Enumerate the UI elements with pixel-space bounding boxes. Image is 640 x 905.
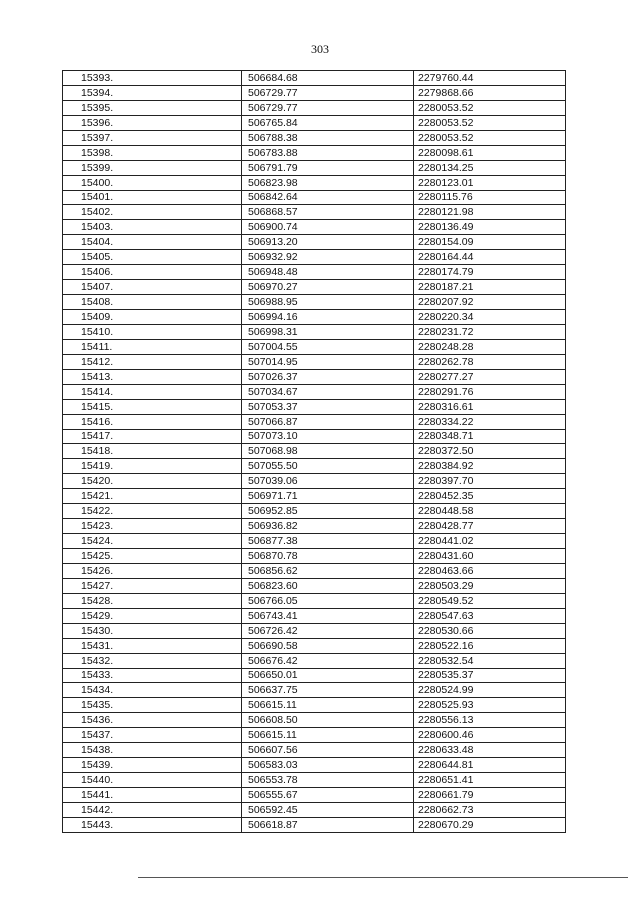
table-row — [63, 190, 566, 205]
northing-cell: 2280522.16 — [414, 638, 566, 653]
table-row — [63, 653, 566, 668]
point-number-cell: 15410. — [63, 324, 242, 339]
easting-cell: 506743.41 — [242, 608, 414, 623]
table-row — [63, 758, 566, 773]
table-row — [63, 773, 566, 788]
easting-cell: 506900.74 — [242, 220, 414, 235]
easting-cell: 507026.37 — [242, 369, 414, 384]
easting-cell: 507014.95 — [242, 354, 414, 369]
easting-cell: 506690.58 — [242, 638, 414, 653]
table-row — [63, 414, 566, 429]
table-row — [63, 683, 566, 698]
point-number-cell: 15438. — [63, 743, 242, 758]
point-number-cell: 15423. — [63, 519, 242, 534]
easting-cell: 506615.11 — [242, 698, 414, 713]
easting-cell: 506592.45 — [242, 802, 414, 817]
northing-cell: 2280134.25 — [414, 160, 566, 175]
northing-cell: 2280662.73 — [414, 802, 566, 817]
point-number-cell: 15435. — [63, 698, 242, 713]
point-number-cell: 15407. — [63, 280, 242, 295]
easting-cell: 506765.84 — [242, 115, 414, 130]
table-row — [63, 384, 566, 399]
point-number-cell: 15429. — [63, 608, 242, 623]
northing-cell: 2280448.58 — [414, 504, 566, 519]
point-number-cell: 15422. — [63, 504, 242, 519]
table-row — [63, 280, 566, 295]
easting-cell: 506583.03 — [242, 758, 414, 773]
table-row — [63, 638, 566, 653]
table-row — [63, 250, 566, 265]
northing-cell: 2280174.79 — [414, 265, 566, 280]
table-row — [63, 713, 566, 728]
point-number-cell: 15405. — [63, 250, 242, 265]
table-row — [63, 160, 566, 175]
easting-cell: 506637.75 — [242, 683, 414, 698]
table-row — [63, 608, 566, 623]
table-row — [63, 295, 566, 310]
point-number-cell: 15399. — [63, 160, 242, 175]
point-number-cell: 15426. — [63, 563, 242, 578]
point-number-cell: 15393. — [63, 71, 242, 86]
point-number-cell: 15398. — [63, 145, 242, 160]
table-row — [63, 504, 566, 519]
northing-cell: 2280397.70 — [414, 474, 566, 489]
northing-cell: 2280463.66 — [414, 563, 566, 578]
easting-cell: 506870.78 — [242, 549, 414, 564]
easting-cell: 506650.01 — [242, 668, 414, 683]
table-row — [63, 399, 566, 414]
point-number-cell: 15409. — [63, 310, 242, 325]
northing-cell: 2280670.29 — [414, 817, 566, 832]
easting-cell: 506994.16 — [242, 310, 414, 325]
northing-cell: 2280372.50 — [414, 444, 566, 459]
table-row — [63, 265, 566, 280]
northing-cell: 2280532.54 — [414, 653, 566, 668]
point-number-cell: 15434. — [63, 683, 242, 698]
table-row — [63, 578, 566, 593]
easting-cell: 507068.98 — [242, 444, 414, 459]
northing-cell: 2280556.13 — [414, 713, 566, 728]
easting-cell: 506932.92 — [242, 250, 414, 265]
point-number-cell: 15400. — [63, 175, 242, 190]
table-row — [63, 668, 566, 683]
point-number-cell: 15439. — [63, 758, 242, 773]
point-number-cell: 15414. — [63, 384, 242, 399]
easting-cell: 506726.42 — [242, 623, 414, 638]
point-number-cell: 15425. — [63, 549, 242, 564]
northing-cell: 2280115.76 — [414, 190, 566, 205]
easting-cell: 506618.87 — [242, 817, 414, 832]
northing-cell: 2279868.66 — [414, 85, 566, 100]
point-number-cell: 15437. — [63, 728, 242, 743]
table-row — [63, 71, 566, 86]
northing-cell: 2280187.21 — [414, 280, 566, 295]
point-number-cell: 15419. — [63, 459, 242, 474]
table-row — [63, 728, 566, 743]
northing-cell: 2280600.46 — [414, 728, 566, 743]
northing-cell: 2280220.34 — [414, 310, 566, 325]
northing-cell: 2280452.35 — [414, 489, 566, 504]
point-number-cell: 15394. — [63, 85, 242, 100]
northing-cell: 2280164.44 — [414, 250, 566, 265]
table-row — [63, 534, 566, 549]
northing-cell: 2280661.79 — [414, 788, 566, 803]
northing-cell: 2280431.60 — [414, 549, 566, 564]
northing-cell: 2280644.81 — [414, 758, 566, 773]
point-number-cell: 15411. — [63, 339, 242, 354]
easting-cell: 506766.05 — [242, 593, 414, 608]
point-number-cell: 15431. — [63, 638, 242, 653]
table-row — [63, 369, 566, 384]
point-number-cell: 15408. — [63, 295, 242, 310]
coordinate-table — [62, 70, 566, 833]
easting-cell: 506553.78 — [242, 773, 414, 788]
point-number-cell: 15427. — [63, 578, 242, 593]
point-number-cell: 15440. — [63, 773, 242, 788]
northing-cell: 2279760.44 — [414, 71, 566, 86]
northing-cell: 2280547.63 — [414, 608, 566, 623]
point-number-cell: 15415. — [63, 399, 242, 414]
easting-cell: 507055.50 — [242, 459, 414, 474]
table-row — [63, 474, 566, 489]
easting-cell: 506823.60 — [242, 578, 414, 593]
easting-cell: 506936.82 — [242, 519, 414, 534]
northing-cell: 2280348.71 — [414, 429, 566, 444]
point-number-cell: 15406. — [63, 265, 242, 280]
easting-cell: 506970.27 — [242, 280, 414, 295]
easting-cell: 507034.67 — [242, 384, 414, 399]
table-row — [63, 324, 566, 339]
table-row — [63, 100, 566, 115]
point-number-cell: 15397. — [63, 130, 242, 145]
coordinate-table-body — [63, 71, 566, 833]
table-row — [63, 220, 566, 235]
table-row — [63, 145, 566, 160]
easting-cell: 506729.77 — [242, 100, 414, 115]
table-row — [63, 205, 566, 220]
table-row — [63, 817, 566, 832]
easting-cell: 507073.10 — [242, 429, 414, 444]
table-row — [63, 175, 566, 190]
easting-cell: 507039.06 — [242, 474, 414, 489]
northing-cell: 2280428.77 — [414, 519, 566, 534]
northing-cell: 2280291.76 — [414, 384, 566, 399]
northing-cell: 2280441.02 — [414, 534, 566, 549]
northing-cell: 2280053.52 — [414, 115, 566, 130]
easting-cell: 507053.37 — [242, 399, 414, 414]
point-number-cell: 15404. — [63, 235, 242, 250]
easting-cell: 507004.55 — [242, 339, 414, 354]
point-number-cell: 15418. — [63, 444, 242, 459]
point-number-cell: 15428. — [63, 593, 242, 608]
point-number-cell: 15402. — [63, 205, 242, 220]
point-number-cell: 15436. — [63, 713, 242, 728]
point-number-cell: 15441. — [63, 788, 242, 803]
northing-cell: 2280053.52 — [414, 130, 566, 145]
point-number-cell: 15403. — [63, 220, 242, 235]
northing-cell: 2280136.49 — [414, 220, 566, 235]
northing-cell: 2280231.72 — [414, 324, 566, 339]
northing-cell: 2280633.48 — [414, 743, 566, 758]
table-row — [63, 85, 566, 100]
point-number-cell: 15430. — [63, 623, 242, 638]
easting-cell: 506913.20 — [242, 235, 414, 250]
point-number-cell: 15417. — [63, 429, 242, 444]
point-number-cell: 15424. — [63, 534, 242, 549]
northing-cell: 2280530.66 — [414, 623, 566, 638]
point-number-cell: 15421. — [63, 489, 242, 504]
northing-cell: 2280248.28 — [414, 339, 566, 354]
point-number-cell: 15396. — [63, 115, 242, 130]
northing-cell: 2280123.01 — [414, 175, 566, 190]
table-row — [63, 459, 566, 474]
easting-cell: 506856.62 — [242, 563, 414, 578]
easting-cell: 506998.31 — [242, 324, 414, 339]
northing-cell: 2280651.41 — [414, 773, 566, 788]
easting-cell: 506684.68 — [242, 71, 414, 86]
northing-cell: 2280384.92 — [414, 459, 566, 474]
easting-cell: 506988.95 — [242, 295, 414, 310]
easting-cell: 506783.88 — [242, 145, 414, 160]
table-row — [63, 519, 566, 534]
table-row — [63, 802, 566, 817]
point-number-cell: 15442. — [63, 802, 242, 817]
table-row — [63, 115, 566, 130]
northing-cell: 2280334.22 — [414, 414, 566, 429]
easting-cell: 506607.56 — [242, 743, 414, 758]
table-row — [63, 310, 566, 325]
northing-cell: 2280262.78 — [414, 354, 566, 369]
easting-cell: 506791.79 — [242, 160, 414, 175]
northing-cell: 2280154.09 — [414, 235, 566, 250]
northing-cell: 2280121.98 — [414, 205, 566, 220]
table-row — [63, 549, 566, 564]
table-row — [63, 698, 566, 713]
easting-cell: 506555.67 — [242, 788, 414, 803]
easting-cell: 506729.77 — [242, 85, 414, 100]
point-number-cell: 15416. — [63, 414, 242, 429]
northing-cell: 2280316.61 — [414, 399, 566, 414]
point-number-cell: 15395. — [63, 100, 242, 115]
point-number-cell: 15412. — [63, 354, 242, 369]
easting-cell: 506788.38 — [242, 130, 414, 145]
northing-cell: 2280525.93 — [414, 698, 566, 713]
easting-cell: 507066.87 — [242, 414, 414, 429]
northing-cell: 2280277.27 — [414, 369, 566, 384]
northing-cell: 2280549.52 — [414, 593, 566, 608]
easting-cell: 506842.64 — [242, 190, 414, 205]
easting-cell: 506971.71 — [242, 489, 414, 504]
northing-cell: 2280098.61 — [414, 145, 566, 160]
easting-cell: 506676.42 — [242, 653, 414, 668]
point-number-cell: 15413. — [63, 369, 242, 384]
table-row — [63, 623, 566, 638]
point-number-cell: 15443. — [63, 817, 242, 832]
easting-cell: 506877.38 — [242, 534, 414, 549]
table-row — [63, 788, 566, 803]
table-row — [63, 593, 566, 608]
easting-cell: 506952.85 — [242, 504, 414, 519]
table-row — [63, 444, 566, 459]
table-row — [63, 743, 566, 758]
point-number-cell: 15432. — [63, 653, 242, 668]
table-row — [63, 563, 566, 578]
northing-cell: 2280535.37 — [414, 668, 566, 683]
easting-cell: 506608.50 — [242, 713, 414, 728]
point-number-cell: 15401. — [63, 190, 242, 205]
northing-cell: 2280053.52 — [414, 100, 566, 115]
easting-cell: 506823.98 — [242, 175, 414, 190]
table-row — [63, 339, 566, 354]
northing-cell: 2280524.99 — [414, 683, 566, 698]
point-number-cell: 15433. — [63, 668, 242, 683]
point-number-cell: 15420. — [63, 474, 242, 489]
table-row — [63, 235, 566, 250]
table-row — [63, 429, 566, 444]
table-row — [63, 130, 566, 145]
easting-cell: 506868.57 — [242, 205, 414, 220]
northing-cell: 2280207.92 — [414, 295, 566, 310]
easting-cell: 506948.48 — [242, 265, 414, 280]
bottom-rule — [138, 877, 628, 878]
page-number: 303 — [311, 42, 329, 56]
table-row — [63, 354, 566, 369]
table-row — [63, 489, 566, 504]
easting-cell: 506615.11 — [242, 728, 414, 743]
northing-cell: 2280503.29 — [414, 578, 566, 593]
